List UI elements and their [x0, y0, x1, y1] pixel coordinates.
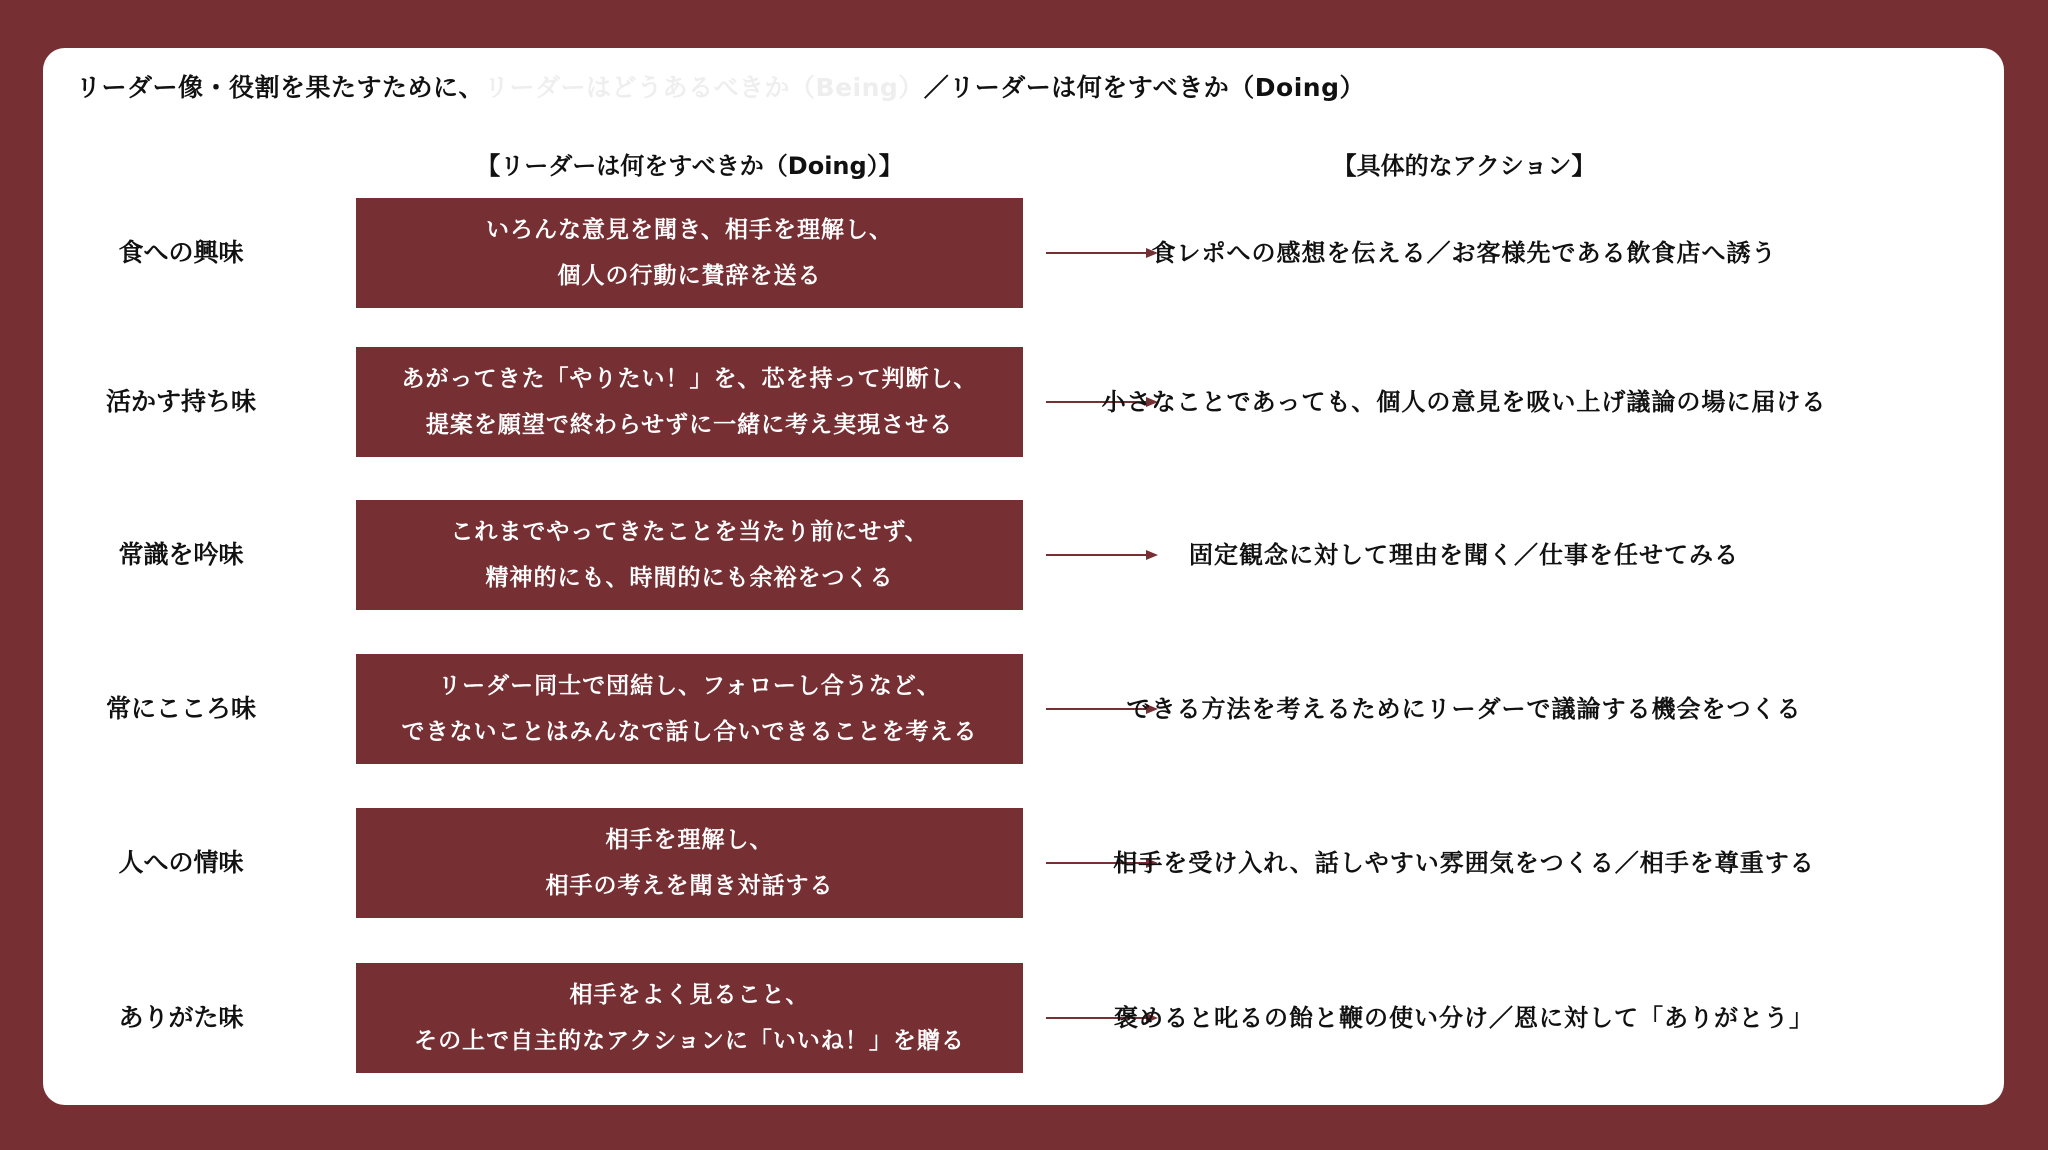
action-text: 相手を受け入れ、話しやすい雰囲気をつくる／相手を尊重する	[1113, 849, 1815, 877]
action-column-header: 【具体的なアクション】	[1332, 152, 1596, 180]
doing-line: あがってきた「やりたい！」を、芯を持って判断し、	[401, 366, 978, 392]
action-text: 小さなことであっても、個人の意見を吸い上げ議論の場に届ける	[1101, 388, 1827, 416]
row-label: 活かす持ち味	[106, 387, 257, 416]
doing-line: 個人の行動に賛辞を送る	[557, 263, 822, 289]
doing-line: これまでやってきたことを当たり前にせず、	[450, 519, 929, 545]
doing-box	[356, 808, 1023, 918]
row-label: 常にこころ味	[106, 694, 257, 723]
doing-box	[356, 500, 1023, 610]
doing-line: リーダー同士で団結し、フォローし合うなど、	[438, 673, 941, 699]
doing-box	[356, 198, 1023, 308]
doing-line: いろんな意見を聞き、相手を理解し、	[485, 217, 894, 243]
title-faded-being: リーダーはどうあるべきか（Being）	[484, 73, 924, 102]
doing-box	[356, 654, 1023, 764]
title-suffix: ／リーダーは何をすべきか（Doing）	[923, 73, 1365, 102]
row-arigatami	[43, 963, 2004, 1073]
row-jomi	[43, 808, 2004, 918]
row-label: 食への興味	[118, 238, 244, 267]
doing-box	[356, 963, 1023, 1073]
doing-line: 相手を理解し、	[605, 827, 774, 853]
doing-line: できないことはみんなで話し合いできることを考える	[401, 719, 978, 745]
action-text: 食レポへの感想を伝える／お客様先である飲食店へ誘う	[1151, 239, 1777, 267]
slide-card	[43, 48, 2004, 1105]
row-ginmi	[43, 500, 2004, 610]
doing-line: その上で自主的なアクションに「いいね！」を贈る	[414, 1028, 965, 1054]
doing-column-header: 【リーダーは何をすべきか（Doing）】	[476, 152, 903, 180]
row-label: 人への情味	[118, 848, 244, 877]
doing-line: 相手をよく見ること、	[569, 982, 810, 1008]
action-text: 固定観念に対して理由を聞く／仕事を任せてみる	[1189, 541, 1739, 569]
doing-line: 相手の考えを聞き対話する	[545, 873, 834, 899]
title-prefix: リーダー像・役割を果たすために、	[76, 73, 485, 102]
doing-box	[356, 347, 1023, 457]
row-shoku	[43, 198, 2004, 308]
slide-title	[76, 68, 1365, 104]
row-label: ありがた味	[118, 1003, 244, 1032]
row-kokoromi	[43, 654, 2004, 764]
row-mochiaji	[43, 347, 2004, 457]
action-text: 褒めると叱るの飴と鞭の使い分け／恩に対して「ありがとう」	[1114, 1004, 1814, 1032]
row-label: 常識を吟味	[118, 540, 244, 569]
action-text: できる方法を考えるためにリーダーで議論する機会をつくる	[1126, 695, 1802, 723]
doing-line: 精神的にも、時間的にも余裕をつくる	[485, 565, 894, 591]
doing-line: 提案を願望で終わらせずに一緒に考え実現させる	[425, 412, 954, 438]
